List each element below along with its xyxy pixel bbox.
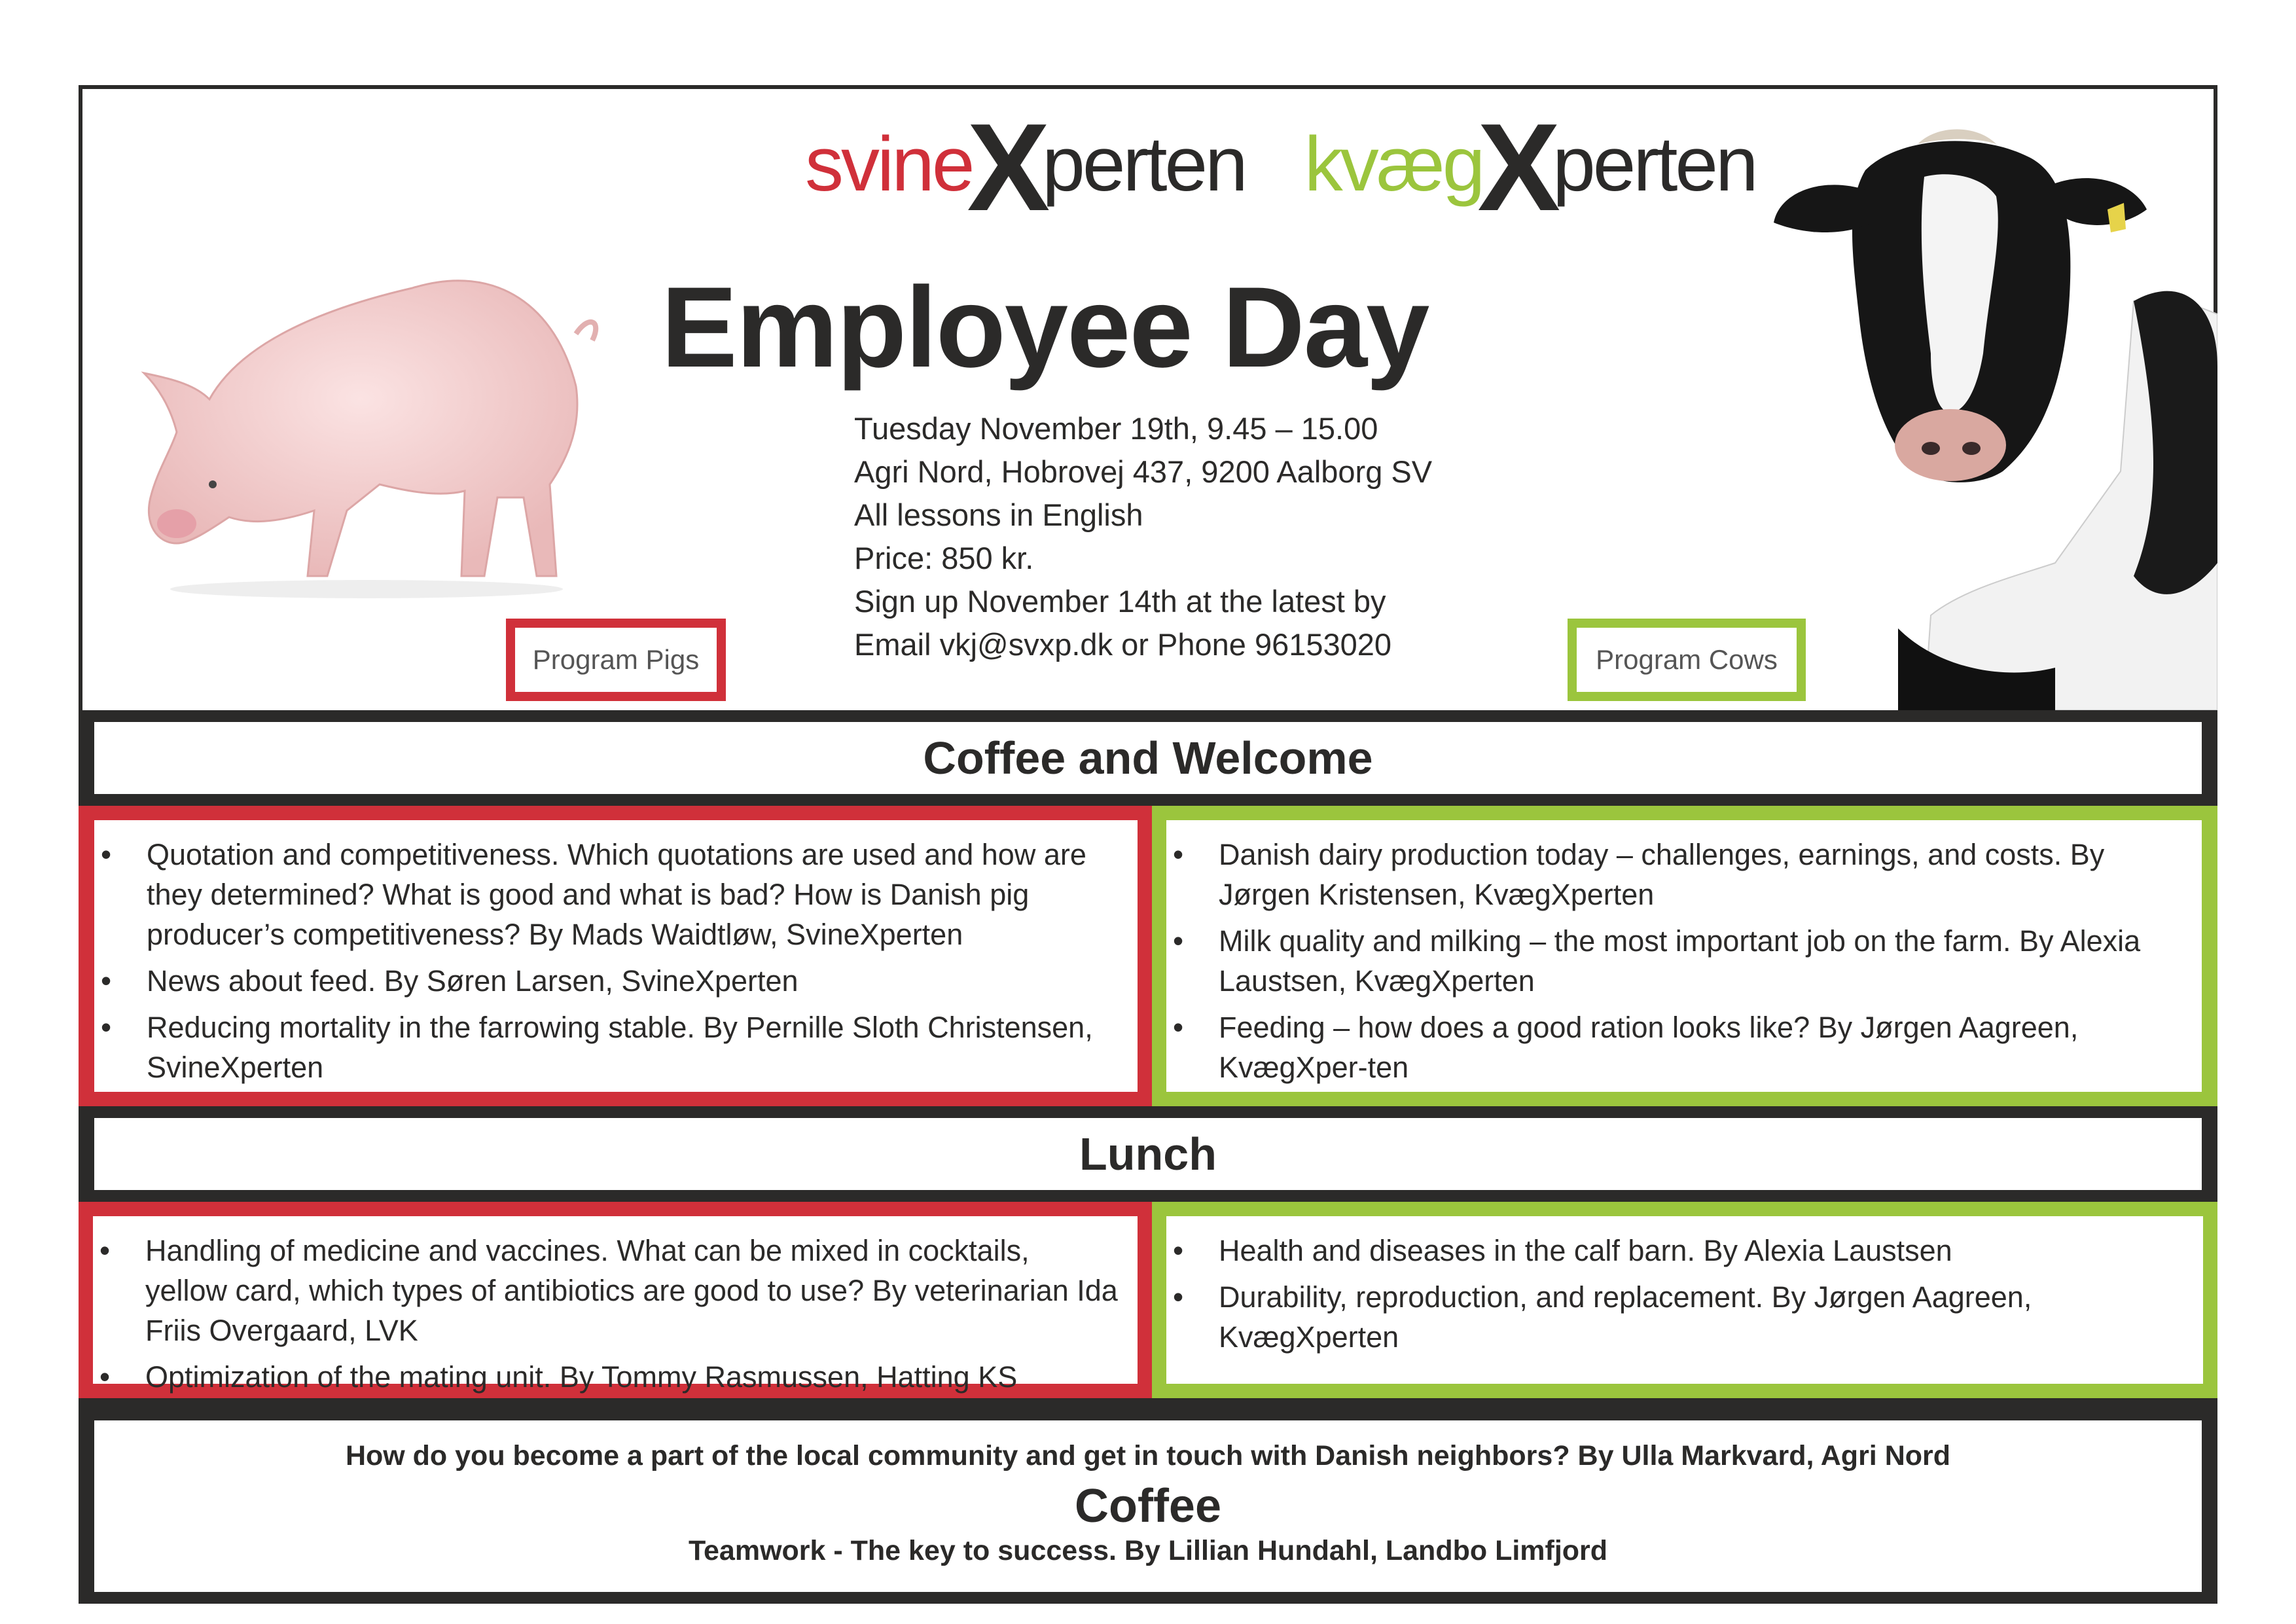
talk-list — [94, 820, 1138, 1087]
talk-list — [93, 1216, 1138, 1397]
info-line: Email vkj@svxp.dk or Phone 96153020 — [854, 627, 1392, 662]
list-item: • Health and diseases in the calf barn. By Alexia Laustsen — [1219, 1231, 2183, 1271]
pig-image — [131, 236, 602, 602]
list-item: • News about feed. By Søren Larsen, SvineXperten — [147, 961, 1118, 1001]
coffee-welcome-band — [79, 710, 2217, 806]
talk-list — [1166, 1216, 2203, 1357]
svinexperten-logo: svine X perten — [805, 98, 1246, 237]
page-title: Employee Day — [661, 264, 1429, 391]
cow-image — [1767, 105, 2217, 710]
closing-question: How do you become a part of the local community and get in touch with Danish neighbors? By Ulla Markvard, Agri Nord — [345, 1440, 1951, 1471]
afternoon-cows-box — [1152, 1202, 2217, 1398]
section-heading: Coffee and Welcome — [94, 722, 2202, 794]
morning-cows-box — [1152, 806, 2217, 1106]
kvaegxperten-logo: kvæg X perten — [1304, 98, 1756, 237]
talk-list — [1166, 820, 2202, 1087]
closing-content — [94, 1420, 2202, 1592]
section-heading: Lunch — [94, 1118, 2202, 1190]
info-line: Price: 850 kr. — [854, 541, 1034, 575]
lunch-band — [79, 1106, 2217, 1202]
event-info — [854, 407, 1432, 666]
list-item: • Optimization of the mating unit. By Tommy Rasmussen, Hatting KS — [145, 1357, 1118, 1397]
info-line: Sign up November 14th at the latest by — [854, 584, 1386, 619]
list-item: • Feeding – how does a good ration looks like? By Jørgen Aagreen, KvægXper-ten — [1219, 1007, 2182, 1087]
list-item: • Durability, reproduction, and replacement. By Jørgen Aagreen, KvægXperten — [1219, 1277, 2183, 1357]
afternoon-pigs-box — [79, 1202, 1152, 1398]
info-line: Tuesday November 19th, 9.45 – 15.00 — [854, 411, 1378, 446]
program-cows-button[interactable]: Program Cows — [1568, 619, 1806, 701]
list-item: • Reducing mortality in the farrowing stable. By Pernille Sloth Christensen, SvineXperten — [147, 1007, 1118, 1087]
list-item: • Handling of medicine and vaccines. What can be mixed in cocktails, yellow card, which types of antibiotics are good to use? By veterinarian Ida Friis Overgaard, LVK — [145, 1231, 1118, 1350]
closing-teamwork: Teamwork - The key to success. By Lillian Hundahl, Landbo Limfjord — [688, 1535, 1608, 1566]
closing-band — [79, 1409, 2217, 1604]
list-item: • Quotation and competitiveness. Which quotations are used and how are they determined? What is good and what is bad? How is Danish pig producer’s competitiveness? By Mads Waidtløw, SvineXperten — [147, 835, 1118, 954]
divider — [79, 1398, 2217, 1409]
info-line: All lessons in English — [854, 497, 1143, 532]
info-line: Agri Nord, Hobrovej 437, 9200 Aalborg SV — [854, 454, 1433, 489]
program-pigs-button[interactable]: Program Pigs — [506, 619, 726, 701]
logo-row — [805, 98, 1756, 237]
morning-pigs-box — [79, 806, 1152, 1106]
list-item: • Milk quality and milking – the most important job on the farm. By Alexia Laustsen, KvægXperten — [1219, 921, 2182, 1001]
closing-coffee: Coffee — [1074, 1480, 1221, 1532]
list-item: • Danish dairy production today – challenges, earnings, and costs. By Jørgen Kristensen, KvægXperten — [1219, 835, 2182, 914]
